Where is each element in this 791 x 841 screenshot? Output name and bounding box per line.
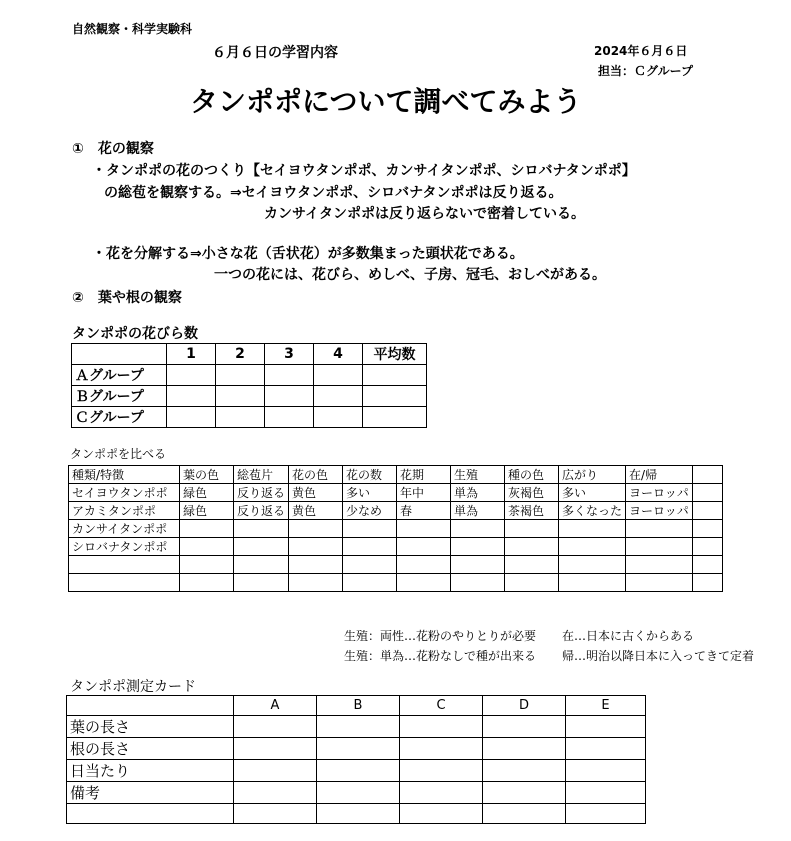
petal-cell[interactable] <box>363 407 427 428</box>
petal-header: 4 <box>314 344 363 365</box>
petal-cell[interactable] <box>363 365 427 386</box>
lesson-title: ６月６日の学習内容 <box>212 45 338 61</box>
compare-cell: 多い <box>343 484 397 502</box>
card-cell[interactable] <box>400 804 483 824</box>
compare-cell[interactable] <box>626 538 693 556</box>
compare-cell: 多い <box>559 484 626 502</box>
compare-cell[interactable] <box>69 556 180 574</box>
card-cell[interactable] <box>234 804 317 824</box>
table-row <box>69 520 723 538</box>
compare-header: 生殖 <box>451 466 505 484</box>
card-cell[interactable] <box>483 760 566 782</box>
card-header: B <box>317 696 400 716</box>
compare-cell[interactable] <box>692 574 722 592</box>
card-cell[interactable] <box>317 804 400 824</box>
compare-cell[interactable] <box>343 538 397 556</box>
card-cell[interactable] <box>483 716 566 738</box>
note-sexual: 生殖：両性…花粉のやりとりが必要 <box>344 629 537 643</box>
card-cell[interactable] <box>566 760 646 782</box>
compare-cell: アカミタンポポ <box>69 502 180 520</box>
compare-cell <box>692 484 722 502</box>
petal-cell[interactable] <box>265 365 314 386</box>
compare-cell[interactable] <box>343 520 397 538</box>
compare-cell[interactable] <box>397 574 451 592</box>
compare-cell[interactable] <box>505 574 559 592</box>
card-cell[interactable] <box>234 760 317 782</box>
subject-label: 自然観察・科学実験科 <box>72 22 193 36</box>
card-cell[interactable] <box>566 782 646 804</box>
charge-label: 担当：Ｃグループ <box>598 64 694 78</box>
card-row-label: 葉の長さ <box>67 716 234 738</box>
card-header: A <box>234 696 317 716</box>
petal-cell[interactable] <box>216 407 265 428</box>
compare-header: 種類/特徴 <box>69 466 180 484</box>
compare-cell[interactable] <box>289 538 343 556</box>
note-naturalized: 帰…明治以降日本に入ってきて定着 <box>562 649 755 663</box>
compare-cell <box>692 502 722 520</box>
compare-cell[interactable] <box>626 556 693 574</box>
compare-cell: 単為 <box>451 502 505 520</box>
compare-cell[interactable] <box>234 556 289 574</box>
compare-cell[interactable] <box>559 520 626 538</box>
compare-cell: カンサイタンポポ <box>69 520 180 538</box>
card-cell[interactable] <box>234 716 317 738</box>
compare-cell[interactable] <box>69 574 180 592</box>
card-row-label: 備考 <box>67 782 234 804</box>
petal-table-title: タンポポの花びら数 <box>72 326 198 342</box>
compare-cell[interactable] <box>289 556 343 574</box>
section1-line4: ・花を分解する⇒小さな花（舌状花）が多数集まった頭状花である。 <box>92 246 524 262</box>
compare-header: 花の色 <box>289 466 343 484</box>
compare-cell[interactable] <box>289 574 343 592</box>
petal-cell[interactable] <box>167 407 216 428</box>
compare-cell[interactable] <box>397 538 451 556</box>
compare-cell[interactable] <box>559 574 626 592</box>
compare-cell[interactable] <box>505 538 559 556</box>
compare-cell[interactable] <box>626 574 693 592</box>
card-row-label: 根の長さ <box>67 738 234 760</box>
card-cell[interactable] <box>317 716 400 738</box>
petal-cell[interactable] <box>265 386 314 407</box>
note-asexual: 生殖：単為…花粉なしで種が出来る <box>344 649 537 663</box>
compare-cell[interactable] <box>234 538 289 556</box>
compare-cell[interactable] <box>343 556 397 574</box>
table-row <box>67 760 646 782</box>
petal-row-label: Ｃグループ <box>72 407 167 428</box>
petal-cell[interactable] <box>314 407 363 428</box>
card-cell[interactable] <box>400 760 483 782</box>
petal-count-table <box>71 343 427 428</box>
section1-line2: の総苞を観察する。⇒セイヨウタンポポ、シロバナタンポポは反り返る。 <box>104 185 563 201</box>
card-cell[interactable] <box>317 760 400 782</box>
card-cell[interactable] <box>483 738 566 760</box>
petal-cell[interactable] <box>216 386 265 407</box>
compare-cell: 少なめ <box>343 502 397 520</box>
petal-cell[interactable] <box>167 365 216 386</box>
petal-header-blank <box>72 344 167 365</box>
compare-table-title: タンポポを比べる <box>70 447 167 461</box>
compare-cell[interactable] <box>626 520 693 538</box>
table-row <box>69 574 723 592</box>
petal-cell[interactable] <box>167 386 216 407</box>
compare-header: 在/帰 <box>626 466 693 484</box>
card-cell[interactable] <box>483 804 566 824</box>
card-cell[interactable] <box>483 782 566 804</box>
card-header: E <box>566 696 646 716</box>
card-cell[interactable] <box>566 738 646 760</box>
petal-header: 1 <box>167 344 216 365</box>
card-cell[interactable] <box>400 782 483 804</box>
compare-cell[interactable] <box>180 574 234 592</box>
petal-cell[interactable] <box>265 407 314 428</box>
compare-cell: セイヨウタンポポ <box>69 484 180 502</box>
compare-cell[interactable] <box>180 556 234 574</box>
compare-header: 花期 <box>397 466 451 484</box>
compare-cell: 年中 <box>397 484 451 502</box>
card-cell[interactable] <box>400 738 483 760</box>
note-native: 在…日本に古くからある <box>562 629 695 643</box>
petal-header: 2 <box>216 344 265 365</box>
card-cell[interactable] <box>234 782 317 804</box>
compare-cell: 黄色 <box>289 484 343 502</box>
compare-cell: ヨーロッパ <box>626 484 693 502</box>
page-title: タンポポについて調べてみよう <box>190 85 582 118</box>
table-row <box>69 538 723 556</box>
petal-cell[interactable] <box>216 365 265 386</box>
card-cell[interactable] <box>234 738 317 760</box>
compare-header: 葉の色 <box>180 466 234 484</box>
section1-line1: ・タンポポの花のつくり【セイヨウタンポポ、カンサイタンポポ、シロバナタンポポ】 <box>92 163 636 179</box>
card-row-label: 日当たり <box>67 760 234 782</box>
table-row <box>67 782 646 804</box>
petal-cell[interactable] <box>314 365 363 386</box>
section1-heading: ① 花の観察 <box>72 141 154 157</box>
table-row <box>72 365 427 386</box>
compare-cell: 黄色 <box>289 502 343 520</box>
card-cell[interactable] <box>317 782 400 804</box>
card-cell[interactable] <box>317 738 400 760</box>
compare-header: 種の色 <box>505 466 559 484</box>
compare-cell[interactable] <box>289 520 343 538</box>
compare-cell: 多くなった <box>559 502 626 520</box>
section1-line5: 一つの花には、花びら、めしべ、子房、冠毛、おしべがある。 <box>214 267 606 283</box>
compare-cell[interactable] <box>505 556 559 574</box>
compare-cell[interactable] <box>451 520 505 538</box>
table-row <box>69 484 723 502</box>
date-label: 2024年６月６日 <box>594 44 688 58</box>
card-header-blank <box>67 696 234 716</box>
table-row <box>72 386 427 407</box>
table-row <box>67 716 646 738</box>
petal-cell[interactable] <box>363 386 427 407</box>
table-row <box>69 556 723 574</box>
compare-cell[interactable] <box>397 556 451 574</box>
compare-cell[interactable] <box>451 556 505 574</box>
compare-cell[interactable] <box>451 574 505 592</box>
compare-header: 花の数 <box>343 466 397 484</box>
compare-cell[interactable] <box>559 538 626 556</box>
card-header: C <box>400 696 483 716</box>
compare-cell[interactable] <box>180 520 234 538</box>
compare-cell[interactable] <box>692 556 722 574</box>
compare-cell: 春 <box>397 502 451 520</box>
table-row <box>67 804 646 824</box>
table-row <box>67 738 646 760</box>
petal-row-label: Ａグループ <box>72 365 167 386</box>
compare-cell[interactable] <box>343 574 397 592</box>
section1-line3: カンサイタンポポは反り返らないで密着している。 <box>264 206 586 222</box>
compare-cell: ヨーロッパ <box>626 502 693 520</box>
compare-cell[interactable] <box>234 574 289 592</box>
card-row-label <box>67 804 234 824</box>
card-table-title: タンポポ測定カード <box>70 679 196 695</box>
compare-cell: 反り返る <box>234 484 289 502</box>
compare-cell: 緑色 <box>180 484 234 502</box>
petal-header: 平均数 <box>363 344 427 365</box>
compare-cell: 緑色 <box>180 502 234 520</box>
table-row <box>69 502 723 520</box>
card-cell[interactable] <box>566 716 646 738</box>
compare-header <box>692 466 722 484</box>
card-cell[interactable] <box>400 716 483 738</box>
compare-header: 広がり <box>559 466 626 484</box>
petal-cell[interactable] <box>314 386 363 407</box>
compare-cell[interactable] <box>397 520 451 538</box>
section2-heading: ② 葉や根の観察 <box>72 290 182 306</box>
compare-cell: 灰褐色 <box>505 484 559 502</box>
compare-cell[interactable] <box>180 538 234 556</box>
compare-cell[interactable] <box>234 520 289 538</box>
compare-cell[interactable] <box>559 556 626 574</box>
compare-cell[interactable] <box>505 520 559 538</box>
compare-cell[interactable] <box>692 538 722 556</box>
table-row <box>72 407 427 428</box>
compare-cell: 単為 <box>451 484 505 502</box>
compare-cell: 反り返る <box>234 502 289 520</box>
compare-table <box>68 465 723 592</box>
compare-header: 総苞片 <box>234 466 289 484</box>
petal-header: 3 <box>265 344 314 365</box>
compare-cell: 茶褐色 <box>505 502 559 520</box>
compare-cell[interactable] <box>451 538 505 556</box>
card-header: D <box>483 696 566 716</box>
card-cell[interactable] <box>566 804 646 824</box>
petal-row-label: Ｂグループ <box>72 386 167 407</box>
measurement-card-table <box>66 695 646 824</box>
compare-cell: シロバナタンポポ <box>69 538 180 556</box>
compare-cell[interactable] <box>692 520 722 538</box>
